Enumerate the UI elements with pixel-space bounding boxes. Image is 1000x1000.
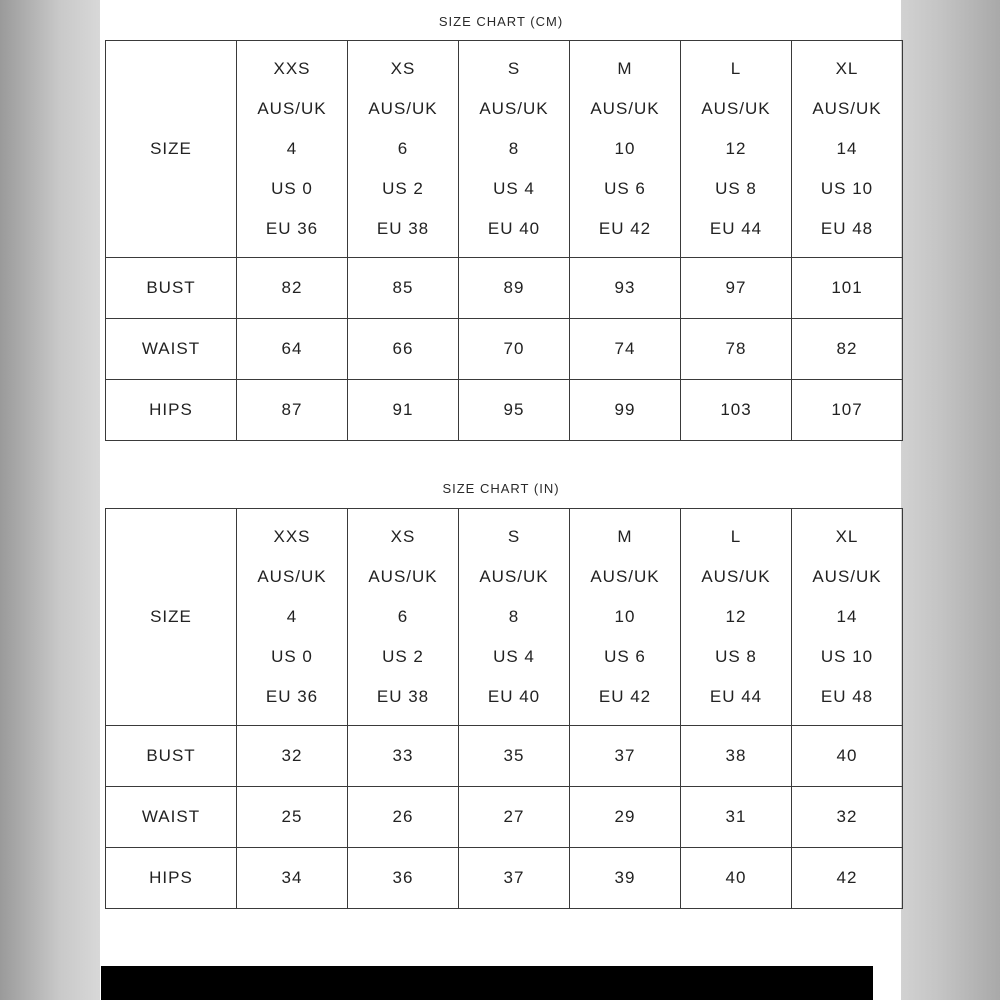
size-auuk: 14 — [836, 607, 858, 626]
measurement-row — [106, 787, 903, 848]
size-letter: M — [617, 527, 633, 546]
size-column-header — [792, 41, 903, 258]
size-letter: M — [617, 59, 633, 78]
size-header-row — [106, 41, 903, 258]
measurement-value: 39 — [570, 848, 681, 909]
measurement-value: 70 — [459, 319, 570, 380]
measurement-label: WAIST — [106, 319, 237, 380]
size-region: AUS/UK — [812, 567, 882, 586]
measurement-value: 78 — [681, 319, 792, 380]
measurement-value: 89 — [459, 258, 570, 319]
size-designations — [348, 517, 458, 717]
size-designations — [792, 517, 902, 717]
size-us: US 10 — [820, 647, 874, 666]
size-us: US 0 — [271, 647, 313, 666]
size-us: US 4 — [493, 647, 535, 666]
size-us: US 10 — [820, 179, 874, 198]
measurement-value: 36 — [348, 848, 459, 909]
measurement-value: 31 — [681, 787, 792, 848]
size-auuk: 12 — [725, 139, 747, 158]
measurement-value: 29 — [570, 787, 681, 848]
size-letter: S — [507, 527, 521, 546]
size-auuk: 14 — [836, 139, 858, 158]
size-auuk: 12 — [725, 607, 747, 626]
measurement-row — [106, 319, 903, 380]
size-column-header — [681, 509, 792, 726]
size-designations — [570, 49, 680, 249]
size-column-header — [792, 509, 903, 726]
size-header-row — [106, 509, 903, 726]
size-column-header — [570, 509, 681, 726]
size-region: AUS/UK — [812, 99, 882, 118]
size-eu: EU 42 — [598, 219, 652, 238]
measurement-label: HIPS — [106, 380, 237, 441]
size-eu: EU 40 — [487, 687, 541, 706]
size-us: US 8 — [715, 179, 757, 198]
size-letter: XL — [835, 59, 859, 78]
size-region: AUS/UK — [257, 567, 327, 586]
measurement-value: 107 — [792, 380, 903, 441]
size-chart-in-table — [105, 508, 903, 909]
measurement-value: 26 — [348, 787, 459, 848]
size-column-header — [237, 41, 348, 258]
measurement-value: 64 — [237, 319, 348, 380]
measurement-label: BUST — [106, 726, 237, 787]
size-letter: XL — [835, 527, 859, 546]
measurement-value: 32 — [792, 787, 903, 848]
measurement-value: 25 — [237, 787, 348, 848]
size-designations — [570, 517, 680, 717]
size-letter: L — [730, 59, 742, 78]
measurement-value: 37 — [570, 726, 681, 787]
size-chart-cm-table — [105, 40, 903, 441]
size-row-label: SIZE — [106, 41, 237, 258]
size-chart-cm-title: SIZE CHART (CM) — [438, 14, 564, 29]
size-region: AUS/UK — [479, 567, 549, 586]
size-designations — [792, 49, 902, 249]
size-column-header — [348, 509, 459, 726]
size-eu: EU 40 — [487, 219, 541, 238]
size-auuk: 8 — [508, 139, 520, 158]
size-letter: XS — [390, 527, 416, 546]
size-region: AUS/UK — [257, 99, 327, 118]
measurement-label: WAIST — [106, 787, 237, 848]
measurement-value: 40 — [681, 848, 792, 909]
size-designations — [459, 517, 569, 717]
measurement-value: 38 — [681, 726, 792, 787]
size-eu: EU 36 — [265, 219, 319, 238]
size-column-header — [237, 509, 348, 726]
measurement-value: 95 — [459, 380, 570, 441]
size-us: US 4 — [493, 179, 535, 198]
size-region: AUS/UK — [590, 567, 660, 586]
measurement-value: 97 — [681, 258, 792, 319]
measurement-value: 87 — [237, 380, 348, 441]
measurement-value: 40 — [792, 726, 903, 787]
size-designations — [681, 49, 791, 249]
size-designations — [348, 49, 458, 249]
size-us: US 2 — [382, 179, 424, 198]
measurement-row — [106, 848, 903, 909]
footer-bar — [101, 966, 873, 1000]
size-designations — [681, 517, 791, 717]
size-column-header — [459, 509, 570, 726]
measurement-label: HIPS — [106, 848, 237, 909]
size-letter: XXS — [273, 59, 311, 78]
measurement-value: 74 — [570, 319, 681, 380]
measurement-label: BUST — [106, 258, 237, 319]
size-eu: EU 36 — [265, 687, 319, 706]
size-region: AUS/UK — [368, 99, 438, 118]
measurement-value: 35 — [459, 726, 570, 787]
size-us: US 0 — [271, 179, 313, 198]
size-eu: EU 44 — [709, 687, 763, 706]
size-auuk: 10 — [614, 607, 636, 626]
size-designations — [237, 517, 347, 717]
measurement-value: 66 — [348, 319, 459, 380]
size-us: US 2 — [382, 647, 424, 666]
size-auuk: 8 — [508, 607, 520, 626]
size-eu: EU 48 — [820, 219, 874, 238]
measurement-value: 34 — [237, 848, 348, 909]
size-region: AUS/UK — [701, 567, 771, 586]
size-eu: EU 42 — [598, 687, 652, 706]
size-letter: S — [507, 59, 521, 78]
measurement-value: 99 — [570, 380, 681, 441]
measurement-row — [106, 726, 903, 787]
size-letter: XXS — [273, 527, 311, 546]
size-letter: L — [730, 527, 742, 546]
size-us: US 6 — [604, 647, 646, 666]
size-auuk: 6 — [397, 139, 409, 158]
measurement-row — [106, 380, 903, 441]
size-column-header — [681, 41, 792, 258]
measurement-value: 82 — [237, 258, 348, 319]
size-letter: XS — [390, 59, 416, 78]
measurement-value: 101 — [792, 258, 903, 319]
size-us: US 8 — [715, 647, 757, 666]
measurement-value: 33 — [348, 726, 459, 787]
size-column-header — [459, 41, 570, 258]
measurement-value: 91 — [348, 380, 459, 441]
size-column-header — [348, 41, 459, 258]
size-region: AUS/UK — [701, 99, 771, 118]
size-region: AUS/UK — [368, 567, 438, 586]
size-region: AUS/UK — [590, 99, 660, 118]
size-auuk: 10 — [614, 139, 636, 158]
size-column-header — [570, 41, 681, 258]
size-chart-sheet — [101, 0, 901, 1000]
size-designations — [459, 49, 569, 249]
measurement-value: 42 — [792, 848, 903, 909]
size-eu: EU 38 — [376, 219, 430, 238]
size-row-label: SIZE — [106, 509, 237, 726]
size-region: AUS/UK — [479, 99, 549, 118]
size-eu: EU 48 — [820, 687, 874, 706]
size-chart-in-title: SIZE CHART (IN) — [442, 481, 560, 496]
size-auuk: 4 — [286, 607, 298, 626]
measurement-value: 103 — [681, 380, 792, 441]
measurement-value: 85 — [348, 258, 459, 319]
measurement-value: 32 — [237, 726, 348, 787]
size-eu: EU 44 — [709, 219, 763, 238]
measurement-value: 37 — [459, 848, 570, 909]
size-designations — [237, 49, 347, 249]
size-auuk: 4 — [286, 139, 298, 158]
measurement-value: 93 — [570, 258, 681, 319]
measurement-value: 82 — [792, 319, 903, 380]
measurement-value: 27 — [459, 787, 570, 848]
size-eu: EU 38 — [376, 687, 430, 706]
measurement-row — [106, 258, 903, 319]
size-auuk: 6 — [397, 607, 409, 626]
size-us: US 6 — [604, 179, 646, 198]
